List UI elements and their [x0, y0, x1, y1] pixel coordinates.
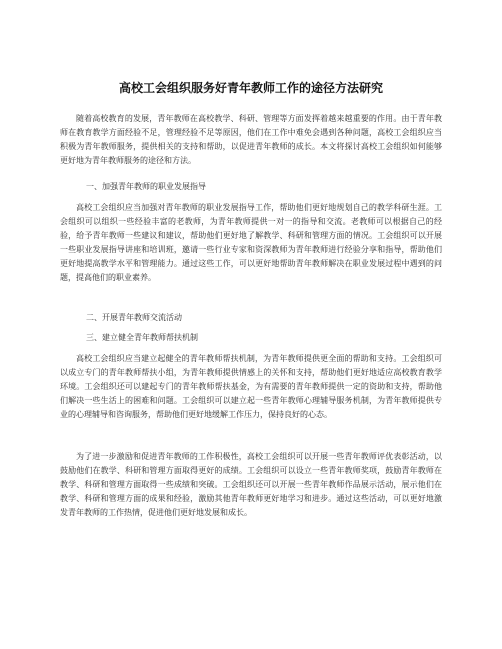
- section-3-body: 高校工会组织应当建立起健全的青年教师帮扶机制，为青年教师提供更全面的帮助和支持。工会组织可以成立专门的青年教师帮扶小组，为青年教师提供情感上的关怀和支持，帮助他们更好地适应高校教育教学环境。工会组织还可以建起专门的青年教师帮扶基金，为有需要的青年教师提供一定的资助和支持，帮助他们解决一些生活上的困难和问题。工会组织可以建立起一些青年教师心理辅导服务机制，为青年教师提供专业的心理辅导和咨询服务，帮助他们更好地缓解工作压力，保持良好的心态。: [60, 354, 442, 419]
- closing-paragraph: 为了进一步激励和促进青年教师的工作积极性，高校工会组织可以开展一些青年教师评优表彰活动，以鼓励他们在教学、科研和管理方面取得更好的成绩。工会组织可以设立一些青年教师奖项，鼓励青年教师在教学、科研和管理方面取得一些成绩和突破。工会组织还可以开展一些青年教师作品展示活动，展示他们在教学、科研和管理方面的成果和经验，激励其他青年教师更好地学习和进步。通过这些活动，可以更好地激发青年教师的工作热情，促进他们更好地发展和成长。: [60, 452, 442, 517]
- section-2-heading: 二、开展青年教师交流活动: [86, 313, 182, 322]
- section-1-body: 高校工会组织应当加强对青年教师的职业发展指导工作，帮助他们更好地规划自己的教学科研生涯。工会组织可以组织一些经验丰富的老教师，为青年教师提供一对一的指导和交流。老教师可以根据自己的经验，给予青年教师一些建议和建议，帮助他们更好地了解教学、科研和管理方面的情况。工会组织可以开展一些职业发展指导讲座和培训班，邀请一些行业专家和资深教师为青年教师进行经验分享和指导，帮助他们更好地提高教学水平和管理能力。通过这些工作，可以更好地帮助青年教师解决在职业发展过程中遇到的问题，提高他们的职业素养。: [60, 203, 442, 282]
- intro-paragraph: 随着高校教育的发展，青年教师在高校教学、科研、管理等方面发挥着越来越重要的作用。由于青年教师在教育教学方面经验不足，管理经验不足等原因，他们在工作中难免会遇到各种问题，高校工会组织应当积极为青年教师服务，提供相关的支持和帮助，以促进青年教师的成长。本文将探讨高校工会组织如何能够更好地为青年教师服务的途径和方法。: [60, 114, 442, 165]
- page-title: 高校工会组织服务好青年教师工作的途径方法研究: [118, 81, 383, 95]
- section-1-heading: 一、加强青年教师的职业发展指导: [86, 182, 206, 191]
- section-3-heading: 三、建立健全青年教师帮扶机制: [86, 333, 198, 342]
